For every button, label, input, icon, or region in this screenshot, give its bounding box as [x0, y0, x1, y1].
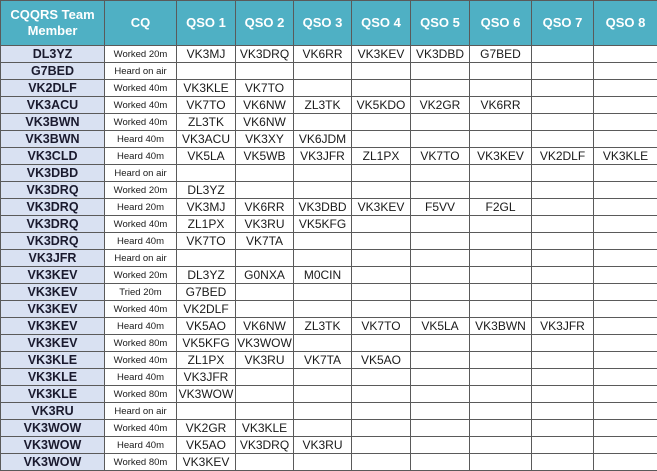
cq-status-cell: Worked 40m: [105, 216, 177, 233]
member-callsign-cell: VK3JFR: [1, 250, 105, 267]
member-callsign-cell: VK3WOW: [1, 454, 105, 471]
cq-status-cell: Heard 40m: [105, 318, 177, 335]
cq-status-cell: Worked 80m: [105, 454, 177, 471]
qso-8-cell: [594, 114, 657, 131]
qso-4-cell: [352, 131, 411, 148]
qso-7-cell: [532, 131, 594, 148]
qso-8-cell: [594, 250, 657, 267]
qso-4-cell: [352, 369, 411, 386]
cq-status-cell: Worked 40m: [105, 301, 177, 318]
member-callsign-cell: DL3YZ: [1, 46, 105, 63]
qso-7-cell: [532, 216, 594, 233]
qso-8-cell: [594, 420, 657, 437]
qso-5-cell: [411, 403, 470, 420]
qso-2-cell: VK3DRQ: [236, 46, 294, 63]
qso-8-cell: [594, 199, 657, 216]
qso-3-cell: [294, 182, 352, 199]
member-callsign-cell: VK3DBD: [1, 165, 105, 182]
table-row: [1, 284, 657, 301]
qso-5-cell: [411, 437, 470, 454]
qso-2-cell: VK6RR: [236, 199, 294, 216]
member-callsign-cell: VK3KEV: [1, 318, 105, 335]
qso-8-cell: [594, 284, 657, 301]
cq-status-cell: Worked 40m: [105, 352, 177, 369]
qso-7-cell: [532, 335, 594, 352]
cq-status-cell: Heard on air: [105, 63, 177, 80]
table-row: [1, 148, 657, 165]
qso-3-cell: M0CIN: [294, 267, 352, 284]
qso-3-cell: ZL3TK: [294, 97, 352, 114]
qso-7-cell: [532, 182, 594, 199]
qso-3-cell: [294, 250, 352, 267]
qso-4-cell: [352, 386, 411, 403]
header-cq: CQ: [105, 1, 177, 46]
qso-7-cell: [532, 267, 594, 284]
qso-3-cell: [294, 386, 352, 403]
member-callsign-cell: VK3CLD: [1, 148, 105, 165]
qso-1-cell: [177, 63, 236, 80]
qso-1-cell: VK5AO: [177, 318, 236, 335]
qso-4-cell: [352, 437, 411, 454]
qso-5-cell: VK5LA: [411, 318, 470, 335]
qso-5-cell: [411, 216, 470, 233]
table-header: [1, 1, 657, 46]
qso-7-cell: [532, 114, 594, 131]
member-callsign-cell: VK3ACU: [1, 97, 105, 114]
qso-8-cell: [594, 335, 657, 352]
member-callsign-cell: VK3DRQ: [1, 216, 105, 233]
qso-1-cell: DL3YZ: [177, 267, 236, 284]
qso-7-cell: [532, 386, 594, 403]
qso-7-cell: VK3JFR: [532, 318, 594, 335]
cq-status-cell: Heard 20m: [105, 199, 177, 216]
member-callsign-cell: VK3KEV: [1, 301, 105, 318]
qso-2-cell: [236, 301, 294, 318]
header-qso-7: QSO 7: [532, 1, 594, 46]
qso-8-cell: [594, 301, 657, 318]
qso-4-cell: [352, 284, 411, 301]
cq-status-cell: Worked 20m: [105, 267, 177, 284]
header-row: [1, 1, 657, 46]
qso-7-cell: [532, 46, 594, 63]
qso-6-cell: [470, 267, 532, 284]
qso-8-cell: [594, 182, 657, 199]
qso-4-cell: [352, 233, 411, 250]
header-qso-5: QSO 5: [411, 1, 470, 46]
qso-5-cell: [411, 352, 470, 369]
qso-3-cell: [294, 403, 352, 420]
table-row: [1, 437, 657, 454]
qso-6-cell: [470, 233, 532, 250]
qso-6-cell: [470, 352, 532, 369]
member-callsign-cell: G7BED: [1, 63, 105, 80]
header-qso-8: QSO 8: [594, 1, 657, 46]
member-callsign-cell: VK3WOW: [1, 437, 105, 454]
cq-status-cell: Worked 20m: [105, 46, 177, 63]
qso-6-cell: [470, 182, 532, 199]
table-row: [1, 97, 657, 114]
qso-6-cell: G7BED: [470, 46, 532, 63]
member-callsign-cell: VK3DRQ: [1, 199, 105, 216]
qso-4-cell: [352, 216, 411, 233]
qso-3-cell: [294, 233, 352, 250]
qso-5-cell: [411, 250, 470, 267]
cq-status-cell: Heard on air: [105, 403, 177, 420]
member-callsign-cell: VK3KLE: [1, 352, 105, 369]
qso-1-cell: VK5LA: [177, 148, 236, 165]
qso-8-cell: [594, 369, 657, 386]
qso-8-cell: [594, 352, 657, 369]
qso-7-cell: [532, 97, 594, 114]
qso-6-cell: [470, 250, 532, 267]
qso-5-cell: F5VV: [411, 199, 470, 216]
qso-8-cell: [594, 403, 657, 420]
qso-8-cell: [594, 437, 657, 454]
table-row: [1, 454, 657, 471]
table-row: [1, 165, 657, 182]
qso-2-cell: VK3XY: [236, 131, 294, 148]
table-row: [1, 250, 657, 267]
qso-8-cell: [594, 165, 657, 182]
table-row: [1, 80, 657, 97]
qso-2-cell: VK6NW: [236, 97, 294, 114]
qso-2-cell: [236, 403, 294, 420]
qso-6-cell: [470, 301, 532, 318]
qso-8-cell: [594, 80, 657, 97]
qso-3-cell: [294, 454, 352, 471]
member-callsign-cell: VK2DLF: [1, 80, 105, 97]
qso-4-cell: [352, 420, 411, 437]
qso-4-cell: VK5AO: [352, 352, 411, 369]
qso-7-cell: [532, 437, 594, 454]
qso-4-cell: VK7TO: [352, 318, 411, 335]
qso-4-cell: VK3KEV: [352, 199, 411, 216]
header-qso-6: QSO 6: [470, 1, 532, 46]
qso-2-cell: [236, 165, 294, 182]
qso-7-cell: VK2DLF: [532, 148, 594, 165]
qso-7-cell: [532, 63, 594, 80]
qso-7-cell: [532, 403, 594, 420]
qso-6-cell: VK6RR: [470, 97, 532, 114]
cq-status-cell: Worked 40m: [105, 114, 177, 131]
qso-3-cell: [294, 284, 352, 301]
member-callsign-cell: VK3WOW: [1, 420, 105, 437]
qso-2-cell: [236, 250, 294, 267]
qso-6-cell: [470, 369, 532, 386]
qso-4-cell: [352, 335, 411, 352]
qso-4-cell: [352, 301, 411, 318]
qso-2-cell: [236, 284, 294, 301]
qso-2-cell: VK3RU: [236, 352, 294, 369]
qso-1-cell: VK5KFG: [177, 335, 236, 352]
qso-7-cell: [532, 301, 594, 318]
qso-6-cell: [470, 284, 532, 301]
qso-8-cell: [594, 386, 657, 403]
qso-5-cell: [411, 454, 470, 471]
qso-6-cell: [470, 165, 532, 182]
qso-3-cell: [294, 335, 352, 352]
qso-1-cell: [177, 165, 236, 182]
cq-status-cell: Worked 40m: [105, 97, 177, 114]
member-callsign-cell: VK3KLE: [1, 369, 105, 386]
cq-status-cell: Heard 40m: [105, 131, 177, 148]
qso-1-cell: DL3YZ: [177, 182, 236, 199]
member-callsign-cell: VK3KEV: [1, 267, 105, 284]
qso-2-cell: VK6NW: [236, 114, 294, 131]
qso-3-cell: VK6RR: [294, 46, 352, 63]
qso-5-cell: [411, 420, 470, 437]
qso-4-cell: [352, 267, 411, 284]
qso-1-cell: VK2DLF: [177, 301, 236, 318]
member-callsign-cell: VK3BWN: [1, 114, 105, 131]
qso-6-cell: F2GL: [470, 199, 532, 216]
table-body: [1, 46, 657, 471]
qso-7-cell: [532, 165, 594, 182]
qso-5-cell: [411, 165, 470, 182]
member-callsign-cell: VK3KEV: [1, 335, 105, 352]
qso-7-cell: [532, 250, 594, 267]
qso-6-cell: [470, 437, 532, 454]
qso-8-cell: [594, 318, 657, 335]
table-row: [1, 114, 657, 131]
table-row: [1, 216, 657, 233]
cq-status-cell: Heard 40m: [105, 233, 177, 250]
qso-6-cell: [470, 420, 532, 437]
qso-1-cell: G7BED: [177, 284, 236, 301]
cq-status-cell: Worked 40m: [105, 420, 177, 437]
table-row: [1, 199, 657, 216]
qso-1-cell: VK3KEV: [177, 454, 236, 471]
qso-3-cell: VK5KFG: [294, 216, 352, 233]
qso-8-cell: [594, 97, 657, 114]
qso-6-cell: VK3BWN: [470, 318, 532, 335]
qso-8-cell: [594, 454, 657, 471]
qso-7-cell: [532, 233, 594, 250]
qso-2-cell: VK3KLE: [236, 420, 294, 437]
qso-6-cell: [470, 80, 532, 97]
qso-3-cell: [294, 369, 352, 386]
qso-5-cell: VK2GR: [411, 97, 470, 114]
table-row: [1, 386, 657, 403]
qso-1-cell: VK2GR: [177, 420, 236, 437]
header-qso-4: QSO 4: [352, 1, 411, 46]
member-callsign-cell: VK3DRQ: [1, 182, 105, 199]
qso-1-cell: VK3MJ: [177, 46, 236, 63]
qso-3-cell: [294, 301, 352, 318]
qso-5-cell: [411, 63, 470, 80]
qso-7-cell: [532, 454, 594, 471]
qso-5-cell: [411, 182, 470, 199]
qso-3-cell: [294, 63, 352, 80]
qso-7-cell: [532, 420, 594, 437]
qso-7-cell: [532, 284, 594, 301]
qso-5-cell: [411, 301, 470, 318]
qso-5-cell: [411, 386, 470, 403]
qso-7-cell: [532, 352, 594, 369]
qso-1-cell: VK3KLE: [177, 80, 236, 97]
qso-4-cell: ZL1PX: [352, 148, 411, 165]
qso-5-cell: [411, 267, 470, 284]
table-row: [1, 403, 657, 420]
cq-status-cell: Worked 40m: [105, 80, 177, 97]
qso-1-cell: [177, 250, 236, 267]
qso-1-cell: [177, 403, 236, 420]
qso-2-cell: VK3DRQ: [236, 437, 294, 454]
qso-2-cell: [236, 182, 294, 199]
qso-3-cell: [294, 80, 352, 97]
table-row: [1, 352, 657, 369]
qso-8-cell: [594, 63, 657, 80]
table-row: [1, 46, 657, 63]
qso-4-cell: VK3KEV: [352, 46, 411, 63]
table-row: [1, 420, 657, 437]
qso-8-cell: [594, 46, 657, 63]
qso-6-cell: [470, 335, 532, 352]
qso-1-cell: ZL3TK: [177, 114, 236, 131]
qso-5-cell: [411, 233, 470, 250]
qso-2-cell: VK3RU: [236, 216, 294, 233]
qso-2-cell: [236, 63, 294, 80]
qso-2-cell: VK5WB: [236, 148, 294, 165]
qso-5-cell: VK7TO: [411, 148, 470, 165]
qso-1-cell: VK3WOW: [177, 386, 236, 403]
qso-1-cell: VK3ACU: [177, 131, 236, 148]
qso-5-cell: [411, 114, 470, 131]
qso-4-cell: [352, 182, 411, 199]
cq-status-cell: Heard 40m: [105, 369, 177, 386]
cq-status-cell: Heard 40m: [105, 148, 177, 165]
qso-3-cell: VK3DBD: [294, 199, 352, 216]
qso-6-cell: [470, 454, 532, 471]
qso-2-cell: VK3WOW: [237, 336, 292, 350]
qso-6-cell: [470, 131, 532, 148]
qso-4-cell: [352, 80, 411, 97]
qso-7-cell: [532, 369, 594, 386]
qso-4-cell: [352, 165, 411, 182]
cq-status-cell: Worked 80m: [105, 386, 177, 403]
qso-6-cell: [470, 63, 532, 80]
qso-3-cell: VK6JDM: [294, 131, 352, 148]
qso-5-cell: VK3DBD: [411, 46, 470, 63]
qso-2-cell: [236, 386, 294, 403]
qso-6-cell: [470, 216, 532, 233]
qso-1-cell: ZL1PX: [177, 352, 236, 369]
qso-6-cell: [470, 114, 532, 131]
table-row: [1, 301, 657, 318]
qso-1-cell: VK7TO: [177, 233, 236, 250]
qso-2-cell: VK7TA: [236, 233, 294, 250]
qso-1-cell: VK7TO: [177, 97, 236, 114]
qso-3-cell: VK3JFR: [294, 148, 352, 165]
qso-8-cell: [594, 267, 657, 284]
table-row: [1, 267, 657, 284]
qso-7-cell: [532, 80, 594, 97]
cq-status-cell: Heard on air: [105, 250, 177, 267]
qso-6-cell: [470, 386, 532, 403]
member-callsign-cell: VK3KEV: [1, 284, 105, 301]
table-row: [1, 318, 657, 335]
table-row: [1, 233, 657, 250]
qso-2-cell: G0NXA: [236, 267, 294, 284]
qso-5-cell: [411, 335, 470, 352]
cq-status-cell: Worked 20m: [105, 182, 177, 199]
table-row: [1, 369, 657, 386]
table-row: [1, 131, 657, 148]
qso-5-cell: [411, 284, 470, 301]
member-callsign-cell: VK3RU: [1, 403, 105, 420]
qso-3-cell: [294, 420, 352, 437]
member-callsign-cell: VK3KLE: [1, 386, 105, 403]
qso-3-cell: VK3RU: [294, 437, 352, 454]
table-row: [1, 335, 657, 352]
member-callsign-cell: VK3DRQ: [1, 233, 105, 250]
qso-8-cell: VK3KLE: [594, 148, 657, 165]
header-qso-2: QSO 2: [236, 1, 294, 46]
qso-5-cell: [411, 131, 470, 148]
qso-8-cell: [594, 216, 657, 233]
qso-3-cell: VK7TA: [294, 352, 352, 369]
qso-6-cell: VK3KEV: [470, 148, 532, 165]
qso-3-cell: [294, 165, 352, 182]
qso-1-cell: ZL1PX: [177, 216, 236, 233]
qso-6-cell: [470, 403, 532, 420]
qso-4-cell: [352, 454, 411, 471]
qso-4-cell: [352, 403, 411, 420]
qso-5-cell: [411, 369, 470, 386]
cq-status-cell: Tried 20m: [105, 284, 177, 301]
qso-8-cell: [594, 233, 657, 250]
qso-3-cell: ZL3TK: [294, 318, 352, 335]
qso-5-cell: [411, 80, 470, 97]
table-row: [1, 182, 657, 199]
table-row: [1, 63, 657, 80]
qso-1-cell: VK5AO: [177, 437, 236, 454]
cq-status-cell: Worked 80m: [105, 335, 177, 352]
qso-8-cell: [594, 131, 657, 148]
qso-2-cell: VK6NW: [236, 318, 294, 335]
member-callsign-cell: VK3BWN: [1, 131, 105, 148]
header-qso-1: QSO 1: [177, 1, 236, 46]
qso-1-cell: VK3JFR: [177, 369, 236, 386]
qso-4-cell: [352, 250, 411, 267]
qso-3-cell: [294, 114, 352, 131]
cq-status-cell: Heard 40m: [105, 437, 177, 454]
qso-4-cell: [352, 114, 411, 131]
header-qso-3: QSO 3: [294, 1, 352, 46]
cq-status-cell: Heard on air: [105, 165, 177, 182]
header-member: CQQRS Team Member: [1, 1, 105, 46]
qso-4-cell: [352, 63, 411, 80]
qso-4-cell: VK5KDO: [352, 97, 411, 114]
qso-1-cell: VK3MJ: [177, 199, 236, 216]
qso-7-cell: [532, 199, 594, 216]
qso-2-cell: [236, 454, 294, 471]
qso-2-cell: [236, 369, 294, 386]
qso-2-cell: VK7TO: [236, 80, 294, 97]
